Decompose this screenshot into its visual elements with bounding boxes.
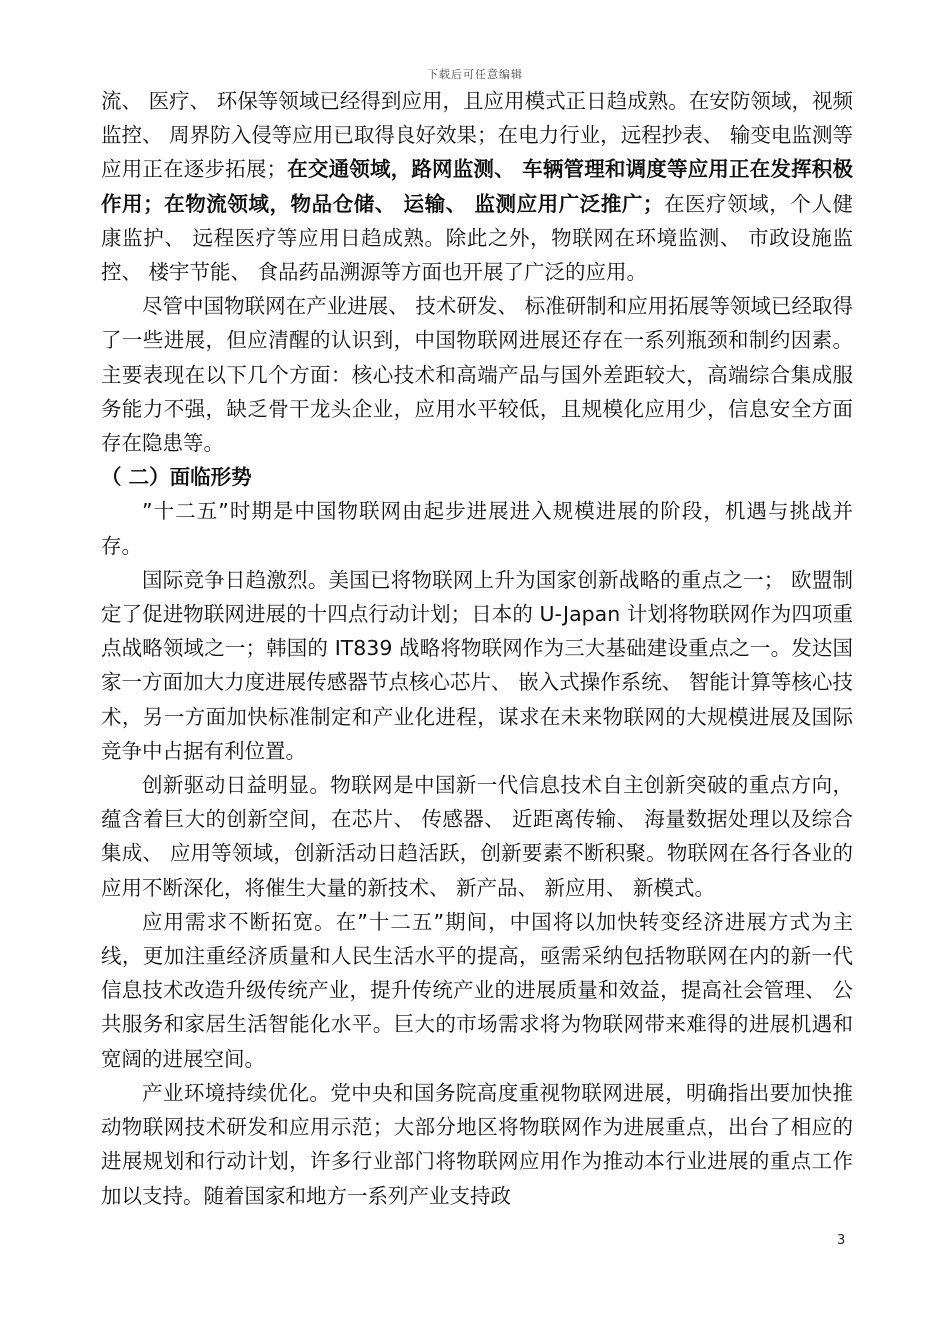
paragraph-text: 流、 医疗、 环保等领域已经得到应用，且应用模式正日趋成熟。在安防领域，视频监控、 周界防入侵等应用已取得良好效果；在电力行业，远程抄表、 输变电监测等应用正在逐步拓展； xyxy=(101,89,853,182)
paragraph-industry-environment: 产业环境持续优化。党中央和国务院高度重视物联网进展，明确指出要加快推动物联网技术研发和应用示范；大部分地区将物联网作为进展重点，出台了相应的进展规划和行动计划，许多行业部门将物联网应用作为推动本行业进展的重点工作加以支持。随着国家和地方一系列产业支持政 xyxy=(101,1080,853,1208)
paragraph-five-year-plan: ”十二五”时期是中国物联网由起步进展进入规模进展的阶段，机遇与挑战并存。 xyxy=(101,499,853,558)
paragraph-application-demand: 应用需求不断拓宽。在”十二五”期间，中国将以加快转变经济进展方式为主线，更加注重经济质量和人民生活水平的提高，亟需采纳包括物联网在内的新一代信息技术改造升级传统产业，提升传统产业的进展质量和效益，提高社会管理、 公共服务和家居生活智能化水平。巨大的市场需求将为物联网带来难得的进展机遇和宽阔的进展空间。 xyxy=(101,909,853,1071)
page-header: 下载后可任意编辑 xyxy=(427,68,523,81)
section-heading: （ 二）面临形势 xyxy=(101,465,252,490)
paragraph-international-competition: 国际竞争日趋激烈。美国已将物联网上升为国家创新战略的重点之一； 欧盟制定了促进物联网进展的十四点行动计划；日本的 U-Japan 计划将物联网作为四项重点战略领域之一；韩国的 IT839 战略将物联网作为三大基础建设重点之一。发达国家一方面加大力度进展传感器节点核心芯片、 嵌入式操作系统、 智能计算等核心技术，另一方面加快标准制定和产业化进程，谋求在未来物联网的大规模进展及国际竞争中占据有利位置。 xyxy=(101,567,853,763)
paragraph-application-fields xyxy=(101,84,853,289)
paragraph-bottlenecks: 尽管中国物联网在产业进展、 技术研发、 标准研制和应用拓展等领域已经取得了一些进展，但应清醒的认识到，中国物联网进展还存在一系列瓶颈和制约因素。主要表现在以下几个方面：核心技术和高端产品与国外差距较大，高端综合集成服务能力不强，缺乏骨干龙头企业，应用水平较低，且规模化应用少，信息安全方面存在隐患等。 xyxy=(101,294,853,456)
bold-emphasis-text: 在交通领域，路网监测、 车辆管理和调度等应用正在发挥积极作用；在物流领域，物品仓储、 运输、 监测应用广泛推广； xyxy=(101,157,854,216)
paragraph-text: 在医疗领域，个人健康监护、 远程医疗等应用日趋成熟。除此之外，物联网在环境监测、 市政设施监控、 楼宇节能、 食品药品溯源等方面也开展了广泛的应用。 xyxy=(101,191,853,285)
page-number: 3 xyxy=(837,1233,846,1248)
paragraph-innovation-driven: 创新驱动日益明显。物联网是中国新一代信息技术自主创新突破的重点方向，蕴含着巨大的创新空间，在芯片、 传感器、 近距离传输、 海量数据处理以及综合集成、 应用等领域，创新活动日趋活跃，创新要素不断积聚。物联网在各行各业的应用不断深化，将催生大量的新技术、 新产品、 新应用、 新模式。 xyxy=(101,773,853,900)
document-body xyxy=(101,84,853,1213)
